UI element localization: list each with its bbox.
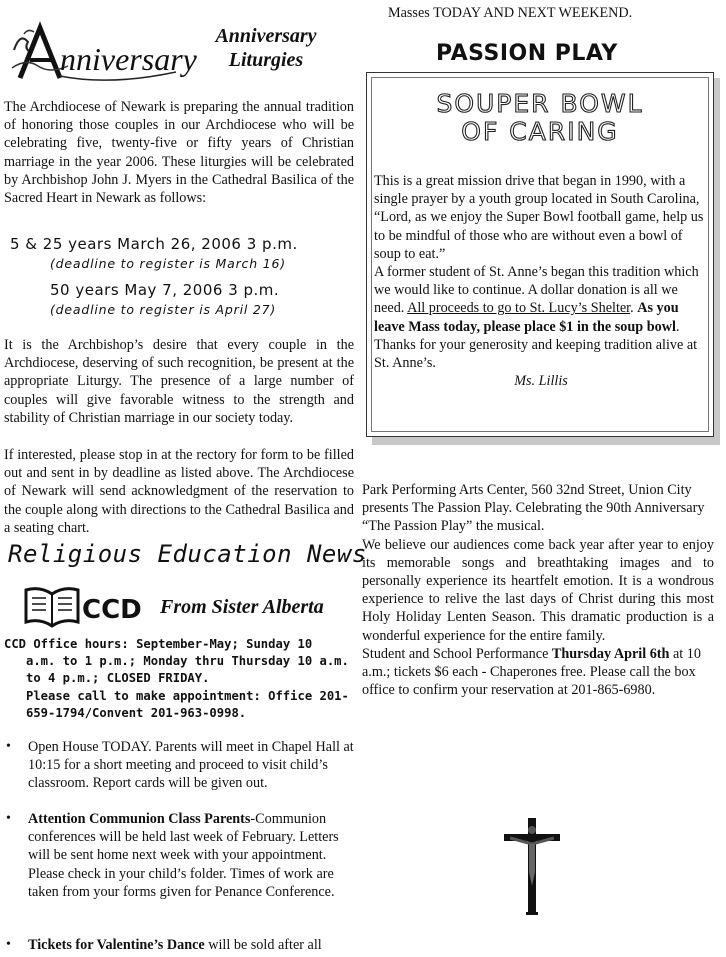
anniversary-logo (10, 20, 197, 86)
souper-para-2a: A former student of St. Anne’s began this tradition which we would like to continue. A dollar donation is all we need. (374, 264, 699, 317)
anniversary-para-3: If interested, please stop in at the rectory for form to be filled out and sent in by deadline as listed above. The Archdiocese of Newark will send acknowledgment of the reservation to the couple along with directions to the Cathedral Basilica and a seating chart. (4, 447, 354, 536)
bullet-open-house (4, 738, 354, 793)
religious-education-heading: Religious Education News (8, 540, 367, 568)
ccd-logo-text: CCD (82, 595, 142, 625)
anniversary-title (196, 24, 336, 72)
souper-para-1: This is a great mission drive that began in 1990, with a single prayer by a youth group located in South Carolina, “Lord, as we enjoy the Super Bowl football game, help us to be mindful of those who are without even a bowl of soup to eat.” (374, 173, 704, 262)
ccd-logo (22, 584, 150, 628)
svg-text:nniversary: nniversary (60, 41, 197, 77)
date-line-1: 5 & 25 years March 26, 2006 3 p.m. (10, 235, 298, 253)
ccd-office-hours (4, 636, 354, 722)
bullet-communion-text: -Communion conferences will be held last week of February. Letters will be sent home next week with your appointment. Please check in your child’s folder. Times of work are taken from your forms given for Penance Conference. (28, 811, 339, 900)
anniversary-para-2: It is the Archbishop’s desire that every couple in the Archdiocese, deserving of such recognition, be present at the appropriate Liturgy. The presence of a large number of couples will give favorable witness to the strength and stability of Christian marriage in our society today. (4, 337, 354, 426)
bullet-open-house-text: Open House TODAY. Parents will meet in Chapel Hall at 10:15 for a short meeting and proceed to visit child’s classroom. Report cards will be given out. (28, 739, 354, 792)
office-line-5: 659-1794/Convent 201-963-0998. (26, 705, 247, 720)
passion-para-3b: at 10 a.m.; tickets $6 each - Chaperones free. Please call the box office to confirm your reservation at 201-865-6980. (362, 645, 701, 699)
date-line-2: 50 years May 7, 2006 3 p.m. (50, 281, 280, 299)
souper-para-3: . Thanks for your generosity and keeping tradition alive at St. Anne’s. (374, 318, 698, 372)
souper-proceeds-link: All proceeds to go to St. Lucy’s Shelter (407, 300, 631, 317)
souper-para-2 (374, 263, 708, 372)
souper-signature: Ms. Lillis (514, 373, 568, 390)
crucifix-icon (500, 816, 564, 916)
bullet-valentines-bold: Tickets for Valentine’s Dance (28, 937, 205, 953)
souper-bowl-title (366, 90, 714, 146)
deadline-line-2: (deadline to register is April 27) (50, 302, 277, 317)
bullet-valentines-text: will be sold after all (204, 937, 322, 953)
bullet-communion-bold: Attention Communion Class Parents (28, 811, 251, 827)
office-line-1: CCD Office hours: September-May; Sunday 10 (4, 637, 313, 651)
masses-line: Masses TODAY AND NEXT WEEKEND. (388, 5, 633, 21)
souper-body (374, 172, 708, 390)
souper-bold-instruction: As you leave Mass today, please place $1 in the soup bowl (374, 300, 679, 335)
passion-para-3a: Student and School Performance (362, 645, 552, 662)
from-sister-alberta: From Sister Alberta (160, 596, 324, 618)
title-line-1: Anniversary (215, 25, 317, 47)
souper-title-line-2: OF CARING (461, 117, 619, 146)
bullet-communion (4, 810, 354, 901)
title-line-2: Liturgies (228, 49, 304, 71)
souper-title-line-1: SOUPER BOWL (436, 89, 644, 118)
office-line-3: to 4 p.m.; CLOSED FRIDAY. (26, 671, 210, 686)
passion-date-bold: Thursday April 6th (551, 645, 670, 662)
passion-para-2: We believe our audiences come back year after year to enjoy its memorable songs and breathtaking images and to personally experience its heartfelt emotion. It is a wondrous experience to relive the last days of Christ during this most Holy Holiday Lenten Season. This dramatic production is a wonderful experience for the entire family. (362, 536, 714, 644)
office-line-4: Please call to make appointment: Office 201- (26, 688, 349, 703)
bullet-valentines (4, 936, 354, 954)
passion-play-body (362, 481, 714, 699)
souper-para-2b: . (630, 300, 634, 317)
passion-play-heading: PASSION PLAY (436, 41, 618, 66)
anniversary-intro: The Archdiocese of Newark is preparing the annual tradition of honoring those couples in our Archdiocese who will be celebrating five, twenty-five or fifty years of Christian marriage in the year 2006. These liturgies will be celebrated by Archbishop John J. Myers in the Cathedral Basilica of the Sacred Heart in Newark as follows: (4, 99, 354, 207)
office-line-2: a.m. to 1 p.m.; Monday thru Thursday 10 a.m. (26, 654, 349, 669)
passion-para-3 (362, 645, 714, 700)
deadline-line-1: (deadline to register is March 16) (50, 256, 286, 271)
passion-para-1: Park Performing Arts Center, 560 32nd Street, Union City presents The Passion Play. Celebrating the 90th Anniversary “The Passion Play” the musical. (362, 482, 705, 535)
